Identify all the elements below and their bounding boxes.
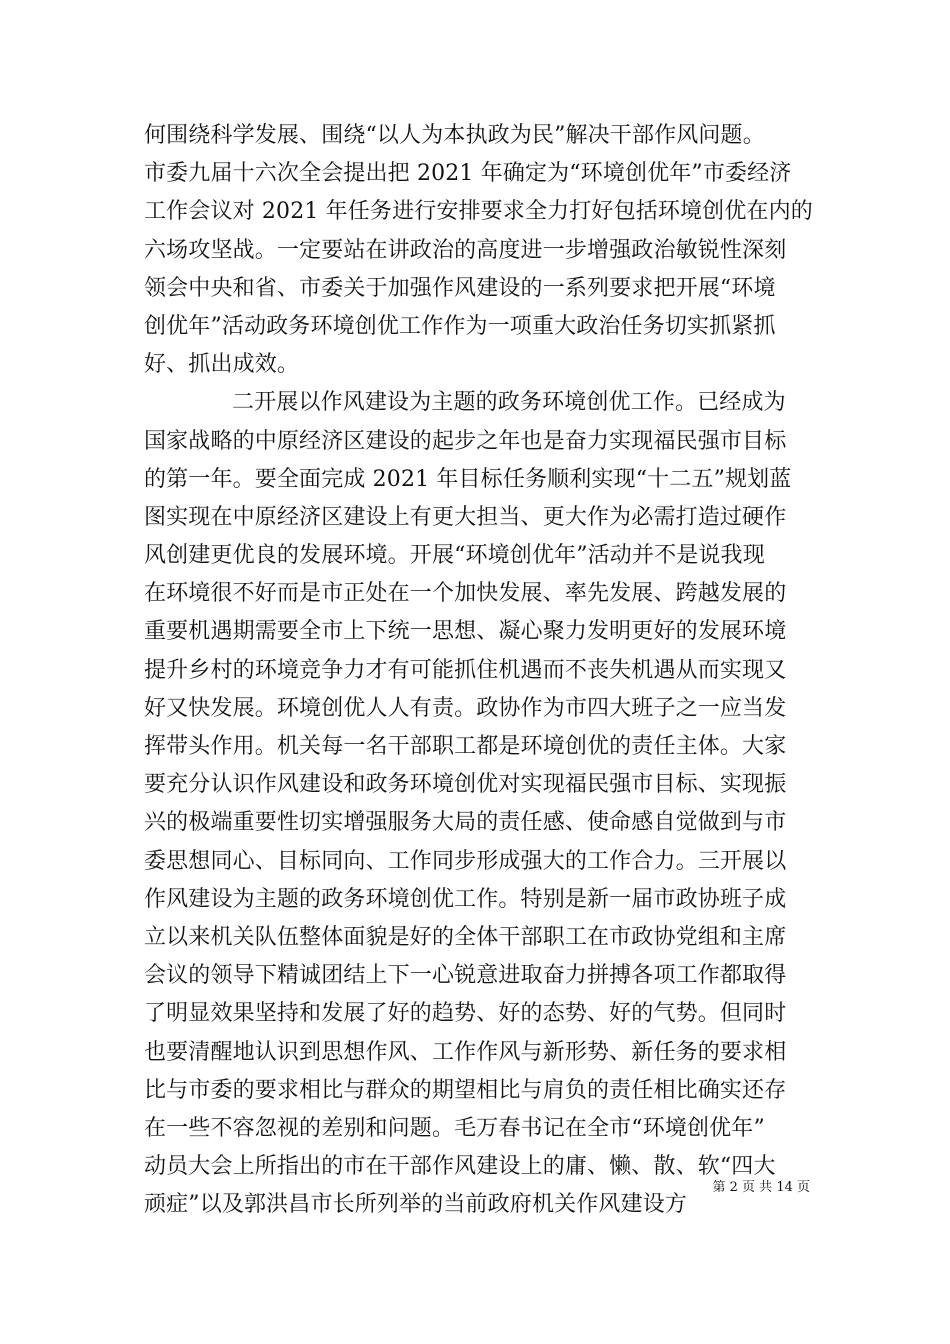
text-line: 工作会议对 2021 年任务进行安排要求全力打好包括环境创优在内的 xyxy=(144,199,813,225)
text-line: 六场攻坚战。一定要站在讲政治的高度进一步增强政治敏锐性深刻 xyxy=(144,237,787,263)
text-line: 作风建设为主题的政务环境创优工作。特别是新一届市政协班子成 xyxy=(144,886,787,912)
text-line: 好、抓出成效。 xyxy=(144,352,300,378)
text-line: 的第一年。要全面完成 2021 年目标任务顺利实现“十二五”规划蓝 xyxy=(144,466,792,492)
text-line: 市委九届十六次全会提出把 2021 年确定为“环境创优年”市委经济 xyxy=(144,161,792,187)
text-line: 会议的领导下精诚团结上下一心锐意进取奋力拼搏各项工作都取得 xyxy=(144,963,787,989)
text-line: 风创建更优良的发展环境。开展“环境创优年”活动并不是说我现 xyxy=(144,543,765,569)
text-line: 兴的极端重要性切实增强服务大局的责任感、使命感自觉做到与市 xyxy=(144,810,787,836)
text-line: 也要清醒地认识到思想作风、工作作风与新形势、新任务的要求相 xyxy=(144,1039,787,1065)
text-line: 好又快发展。环境创优人人有责。政协作为市四大班子之一应当发 xyxy=(144,695,787,721)
text-line: 在一些不容忽视的差别和问题。毛万春书记在全市“环境创优年” xyxy=(144,1115,765,1141)
text-line: 委思想同心、目标同向、工作同步形成强大的工作合力。三开展以 xyxy=(144,848,787,874)
body-text xyxy=(144,117,813,1224)
text-line: 顽症”以及郭洪昌市长所列举的当前政府机关作风建设方 xyxy=(144,1192,687,1218)
text-line: 提升乡村的环境竞争力才有可能抓住机遇而不丧失机遇从而实现又 xyxy=(144,657,787,683)
text-line: 挥带头作用。机关每一名干部职工都是环境创优的责任主体。大家 xyxy=(144,734,787,759)
text-line: 动员大会上所指出的市在干部作风建设上的庸、懒、散、软“四大 xyxy=(144,1154,776,1180)
text-line: 国家战略的中原经济区建设的起步之年也是奋力实现福民强市目标 xyxy=(144,428,787,454)
text-line: 重要机遇期需要全市上下统一思想、凝心聚力发明更好的发展环境 xyxy=(144,619,787,645)
page-number-footer: 第 2 页 共 14 页 xyxy=(712,1180,810,1195)
text-line: 图实现在中原经济区建设上有更大担当、更大作为必需打造过硬作 xyxy=(144,504,787,530)
paragraph xyxy=(144,117,813,384)
text-line: 二开展以作风建设为主题的政务环境创优工作。已经成为 xyxy=(232,390,786,416)
text-line: 领会中央和省、市委关于加强作风建设的一系列要求把开展“环境 xyxy=(144,275,776,301)
text-line: 在环境很不好而是市正处在一个加快发展、率先发展、跨越发展的 xyxy=(144,581,787,607)
text-line: 何围绕科学发展、围绕“以人为本执政为民”解决干部作风问题。 xyxy=(144,123,765,148)
text-line: 立以来机关队伍整体面貌是好的全体干部职工在市政协党组和主席 xyxy=(144,924,787,950)
paragraph xyxy=(144,384,809,1224)
text-line: 比与市委的要求相比与群众的期望相比与肩负的责任相比确实还存 xyxy=(144,1077,787,1103)
text-line: 了明显效果坚持和发展了好的趋势、好的态势、好的气势。但同时 xyxy=(144,1001,787,1027)
text-line: 创优年”活动政务环境创优工作作为一项重大政治任务切实抓紧抓 xyxy=(144,313,776,339)
text-line: 要充分认识作风建设和政务环境创优对实现福民强市目标、实现振 xyxy=(144,772,787,798)
